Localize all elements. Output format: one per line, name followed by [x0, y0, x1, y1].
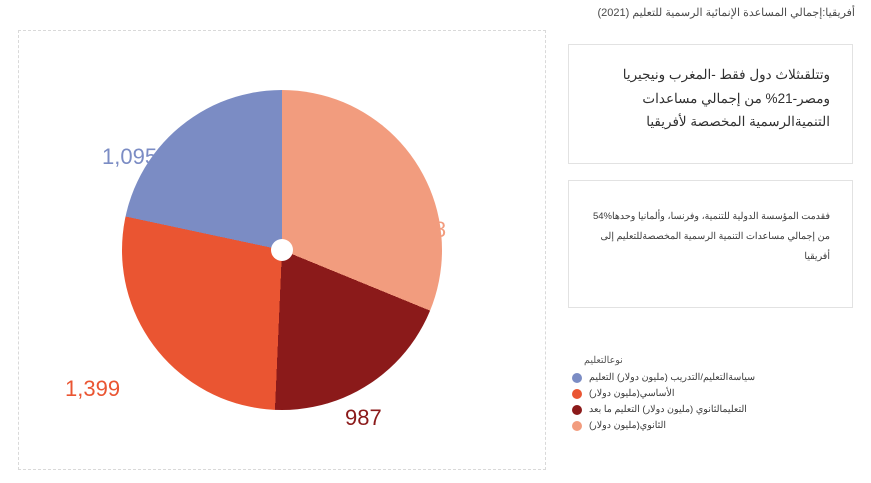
callout-card-bottom	[568, 180, 853, 308]
pie-center-hole	[271, 239, 293, 261]
page-title: أفريقيا:إجمالي المساعدة الإنمائية الرسمية للتعليم (2021)	[597, 7, 855, 19]
legend-swatch-icon	[572, 421, 582, 431]
pie-value-label-1095: 1,095	[102, 144, 158, 169]
callout-card-top	[568, 44, 853, 164]
callout-top-text: وتتلقى‏ثلاث دول فقط -المغرب ونيجيريا ومصر-21% من إجمالي مساعدات التنمية‏الرسمية المخصصة لأفريقيا	[622, 67, 830, 130]
pie-value-label-987: 987	[345, 405, 382, 430]
legend-item-label: الثانوي‏(مليون دولار)	[589, 420, 667, 431]
legend-title: نوع‏التعليم	[584, 355, 623, 366]
legend	[568, 355, 853, 436]
pie-value-label-1399: 1,399	[65, 376, 121, 401]
pie-value-label-1578: 1,578	[391, 217, 447, 242]
legend-swatch-icon	[572, 405, 582, 415]
legend-item[interactable]	[568, 388, 853, 399]
chart-panel	[18, 30, 546, 470]
legend-item-label: التعليم‏الثانوي (مليون دولار) التعليم ما بعد	[589, 404, 747, 415]
legend-swatch-icon	[572, 389, 582, 399]
callout-bottom-text: فقدمت المؤسسة الدولية للتنمية، وفرنسا، وألمانيا وحدها‏54% من إجمالي مساعدات التنمية الرسمية المخصصة‏للتعليم إلى أفريقيا	[592, 211, 830, 262]
legend-item[interactable]	[568, 420, 853, 431]
legend-swatch-icon	[572, 373, 582, 383]
legend-item[interactable]	[568, 404, 853, 415]
pie-chart	[122, 90, 442, 410]
legend-item[interactable]	[568, 372, 853, 383]
legend-item-label: الأساسي‏(مليون دولار)	[589, 388, 675, 399]
legend-item-label: سياسة‏التعليم/التدريب (مليون دولار) التعليم	[589, 372, 756, 383]
